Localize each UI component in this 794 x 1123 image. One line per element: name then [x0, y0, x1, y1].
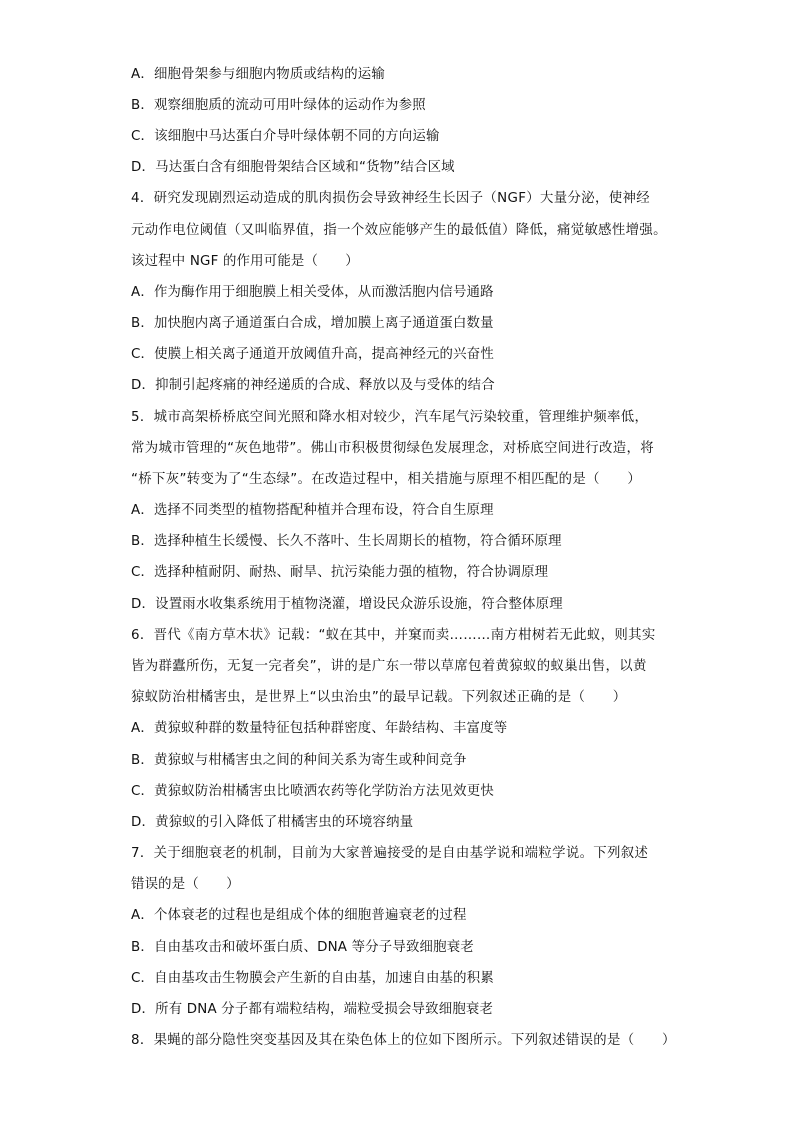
q6-stem-line-2: 皆为群蠹所伤，无复一完者矣”，讲的是广东一带以草席包着黄猄蚁的蚁巢出售，以黄: [131, 659, 647, 674]
q6-option-a: A．黄猄蚁种群的数量特征包括种群密度、年龄结构、丰富度等: [131, 721, 508, 736]
q4-option-a: A．作为酶作用于细胞膜上相关受体，从而激活胞内信号通路: [131, 285, 494, 300]
q4-stem-line-3: 该过程中 NGF 的作用可能是（ ）: [131, 254, 359, 269]
q8-stem-line-1: 8．果蝇的部分隐性突变基因及其在染色体上的位如下图所示。下列叙述错误的是（ ）: [131, 1033, 676, 1048]
q4-option-b: B．加快胞内离子通道蛋白合成，增加膜上离子通道蛋白数量: [131, 316, 494, 331]
q4-option-c: C．使膜上相关离子通道开放阈值升高，提高神经元的兴奋性: [131, 347, 494, 362]
q6-option-d: D．黄猄蚁的引入降低了柑橘害虫的环境容纳量: [131, 815, 414, 830]
q7-stem-line-2: 错误的是（ ）: [131, 877, 240, 892]
q4-stem-line-2: 元动作电位阈值（又叫临界值，指一个效应能够产生的最低值）降低，痛觉敏感性增强。: [131, 223, 667, 238]
q5-stem-line-3: “桥下灰”转变为了“生态绿”。在改造过程中，相关措施与原理不相匹配的是（ ）: [131, 472, 642, 487]
q3-option-d: D．马达蛋白含有细胞骨架结合区域和“货物”结合区域: [131, 160, 455, 175]
q3-option-b: B．观察细胞质的流动可用叶绿体的运动作为参照: [131, 98, 426, 113]
q4-stem-line-1: 4．研究发现剧烈运动造成的肌肉损伤会导致神经生长因子（NGF）大量分泌，使神经: [131, 191, 650, 206]
q7-option-a: A．个体衰老的过程也是组成个体的细胞普遍衰老的过程: [131, 908, 467, 923]
q5-stem-line-2: 常为城市管理的“灰色地带”。佛山市积极贯彻绿色发展理念，对桥底空间进行改造，将: [131, 441, 654, 456]
q5-option-d: D．设置雨水收集系统用于植物浇灌，增设民众游乐设施，符合整体原理: [131, 597, 563, 612]
q3-option-a: A．细胞骨架参与细胞内物质或结构的运输: [131, 67, 385, 82]
q7-option-b: B．自由基攻击和破坏蛋白质、DNA 等分子导致细胞衰老: [131, 940, 474, 955]
q5-option-b: B．选择种植生长缓慢、长久不落叶、生长周期长的植物，符合循环原理: [131, 534, 562, 549]
q6-stem-line-1: 6．晋代《南方草木状》记载：“蚁在其中，并窠而卖………南方柑树若无此蚁，则其实: [131, 628, 656, 643]
q3-option-c: C．该细胞中马达蛋白介导叶绿体朝不同的方向运输: [131, 129, 440, 144]
q4-option-d: D．抑制引起疼痛的神经递质的合成、释放以及与受体的结合: [131, 378, 495, 393]
q5-option-c: C．选择种植耐阴、耐热、耐旱、抗污染能力强的植物，符合协调原理: [131, 565, 549, 580]
q7-option-d: D．所有 DNA 分子都有端粒结构，端粒受损会导致细胞衰老: [131, 1002, 494, 1017]
q5-option-a: A．选择不同类型的植物搭配种植并合理布设，符合自生原理: [131, 503, 494, 518]
q7-option-c: C．自由基攻击生物膜会产生新的自由基，加速自由基的积累: [131, 971, 494, 986]
q6-option-b: B．黄猄蚁与柑橘害虫之间的种间关系为寄生或种间竞争: [131, 753, 467, 768]
q6-stem-line-3: 猄蚁防治柑橘害虫，是世界上“以虫治虫”的最早记载。下列叙述正确的是（ ）: [131, 690, 627, 705]
q5-stem-line-1: 5．城市高架桥桥底空间光照和降水相对较少，汽车尾气污染较重，管理维护频率低，: [131, 410, 649, 425]
q7-stem-line-1: 7．关于细胞衰老的机制，目前为大家普遍接受的是自由基学说和端粒学说。下列叙述: [131, 846, 649, 861]
q6-option-c: C．黄猄蚁防治柑橘害虫比喷洒农药等化学防治方法见效更快: [131, 784, 494, 799]
